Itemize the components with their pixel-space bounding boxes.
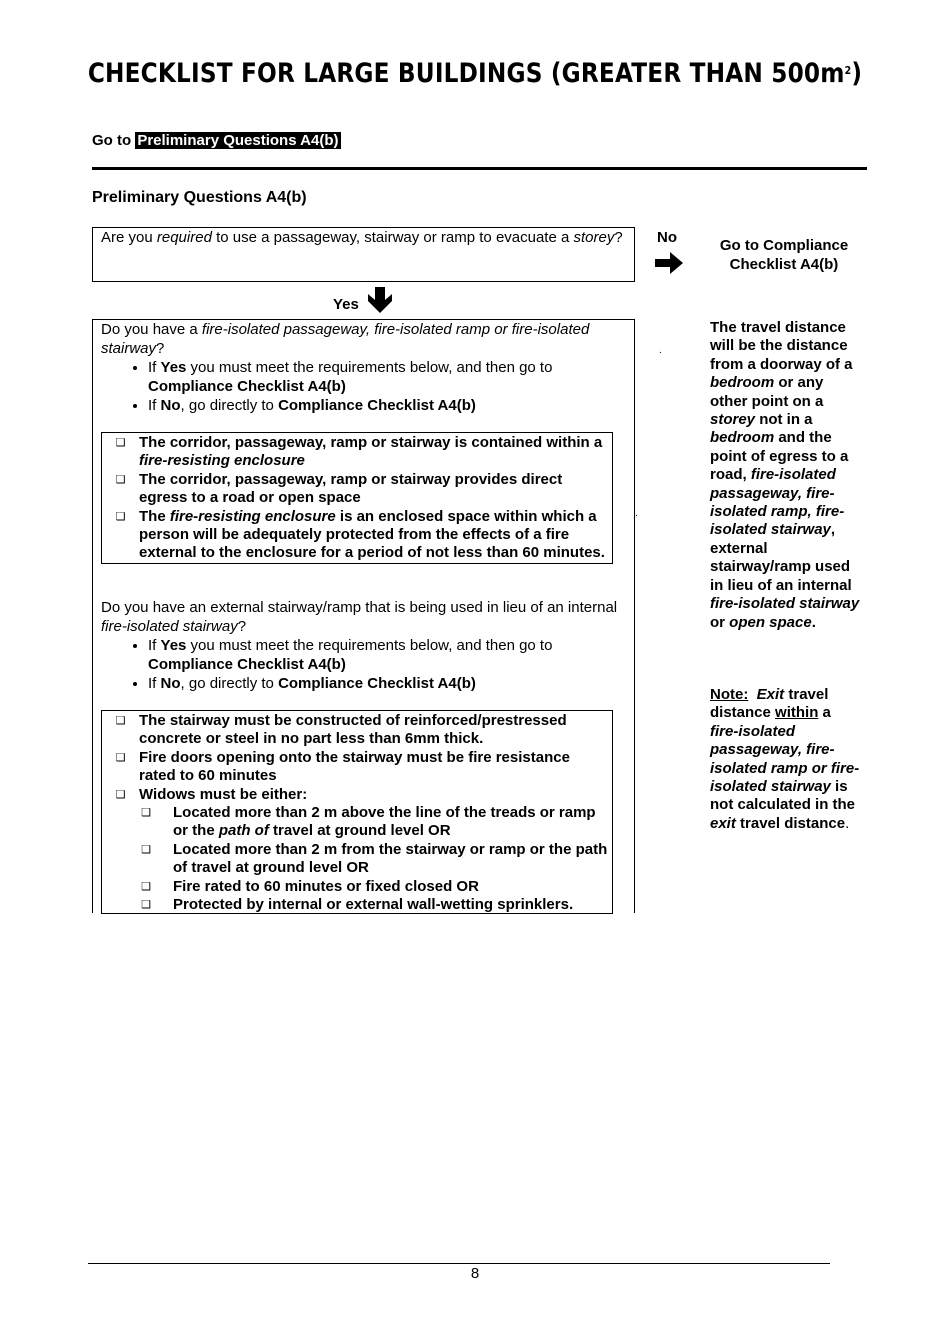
checklist-item: ❑ Fire doors opening onto the stairway must be fire resistance rated to 60 minutes — [102, 749, 612, 786]
yes-branch-label: Yes — [333, 296, 359, 313]
checkbox-icon[interactable]: ❑ — [115, 473, 126, 486]
checklist-item: ❑ The fire-resisting enclosure is an enclosed space within which a person will be adequately protected from the effects of a fire external to the enclosure for a period of not less than 60 minutes. — [102, 508, 612, 563]
checkbox-icon[interactable]: ❑ — [115, 510, 126, 523]
checklist-subitem: ❑ Located more than 2 m from the stairway or ramp or the path of travel at ground level OR — [102, 841, 612, 878]
checkbox-icon[interactable]: ❑ — [141, 807, 151, 820]
checkbox-icon[interactable]: ❑ — [115, 788, 126, 801]
bullet-no: • If No, go directly to Compliance Checklist A4(b) — [148, 396, 629, 415]
question-external-stairway: Do you have an external stairway/ramp that is being used in lieu of an internal fire-isolated stairway? • If Yes you must meet the requirements below, and then go to Compliance Checklist A4(b) • If No, go directly to Compliance Checklist A4(b) — [101, 598, 629, 693]
checklist-subitem: ❑ Protected by internal or external wall-wetting sprinklers. — [102, 896, 612, 914]
checkbox-icon[interactable]: ❑ — [141, 899, 151, 912]
goto-line — [92, 132, 341, 149]
footer-rule — [88, 1263, 830, 1264]
checkbox-icon[interactable]: ❑ — [115, 437, 126, 449]
section-heading: Preliminary Questions A4(b) — [92, 189, 307, 206]
checklist-item: ❑ Widows must be either: — [102, 786, 612, 804]
checklist-item: ❑ The corridor, passageway, ramp or stairway provides direct egress to a road or open space — [102, 471, 612, 508]
checklist-item: ❑ The corridor, passageway, ramp or stairway is contained within a fire-resisting enclosure — [102, 434, 612, 471]
bullet-no: • If No, go directly to Compliance Checklist A4(b) — [148, 674, 629, 693]
preliminary-questions-link[interactable]: Preliminary Questions A4(b) — [137, 132, 339, 149]
questions-box — [92, 319, 635, 913]
stray-mark: . — [635, 508, 638, 519]
exit-distance-note: Note: Exit travel distance within a fire-isolated passageway, fire-isolated ramp or fire-isolated stairway is not calculated in the exit travel distance. — [710, 686, 860, 832]
requirements-box-1 — [101, 432, 613, 564]
goto-compliance-checklist[interactable]: Go to Compliance Checklist A4(b) — [719, 237, 849, 273]
bullet-yes: • If Yes you must meet the requirements below, and then go to Compliance Checklist A4(b) — [148, 358, 629, 396]
arrow-right-icon — [654, 250, 684, 276]
checklist-subitem: ❑ Located more than 2 m above the line of the treads or ramp or the path of travel at ground level OR — [102, 804, 612, 841]
stray-mark: . — [659, 345, 662, 356]
requirements-box-2 — [101, 710, 613, 914]
question-fire-isolated: Do you have a fire-isolated passageway, fire-isolated ramp or fire-isolated stairway? • If Yes you must meet the requirements below, and then go to Compliance Checklist A4(b) • If No, go directly to Compliance Checklist A4(b) — [101, 320, 629, 415]
checkbox-icon[interactable]: ❑ — [115, 751, 126, 764]
bullet-yes: • If Yes you must meet the requirements below, and then go to Compliance Checklist A4(b) — [148, 636, 629, 674]
travel-distance-note: The travel distance will be the distance from a doorway of a bedroom or any other point on a storey not in a bedroom and the point of egress to a road, fire-isolated passageway, fire-isolated ramp, fire-isolated stairway, external stairway/ramp used in lieu of an internal fire-isolated stairway or open space. — [710, 319, 860, 631]
page-number: 8 — [470, 1265, 480, 1282]
checkbox-icon[interactable]: ❑ — [115, 715, 126, 727]
checkbox-icon[interactable]: ❑ — [141, 880, 151, 893]
checkbox-icon[interactable]: ❑ — [141, 843, 151, 856]
checklist-item: ❑ The stairway must be constructed of reinforced/prestressed concrete or steel in no part less than 6mm thick. — [102, 712, 612, 749]
checklist-subitem: ❑ Fire rated to 60 minutes or fixed closed OR — [102, 878, 612, 896]
page-title: CHECKLIST FOR LARGE BUILDINGS (GREATER THAN $500m^2$) — [87, 58, 863, 89]
arrow-down-icon — [366, 286, 394, 314]
question-evacuate-box: Are you required to use a passageway, stairway or ramp to evacuate a storey? — [92, 227, 635, 282]
goto-prefix: Go to — [92, 132, 132, 149]
section-divider — [92, 167, 867, 170]
no-branch-label: No — [657, 229, 677, 246]
